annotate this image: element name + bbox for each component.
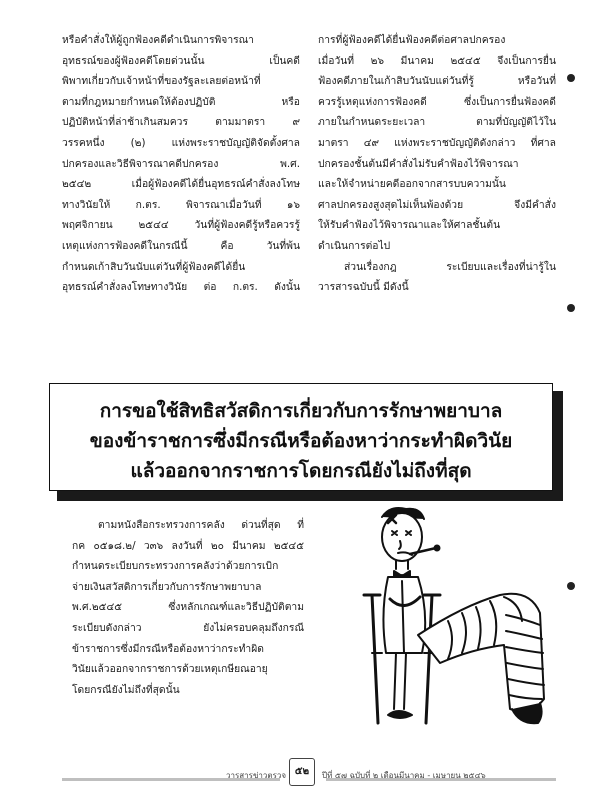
text-line: ระเบียบดังกล่าว ยังไม่ครอบคลุมถึงกรณี	[72, 621, 304, 634]
binder-hole	[567, 74, 575, 82]
text-line: พฤศจิกายน ๒๕๔๔ วันที่ผู้ฟ้องคดีรู้หรือควรรู้	[62, 219, 300, 232]
page-number: ๕๒	[289, 758, 315, 786]
text-line: ภายในกำหนดระยะเวลา ตามที่บัญญัติไว้ใน	[318, 116, 556, 129]
text-line: ควรรู้เหตุแห่งการฟ้องคดี ซึ่งเป็นการยื่นฟ้องคดี	[318, 95, 556, 108]
text-line: เหตุแห่งการฟ้องคดีในกรณีนี้ คือ วันที่พ้น	[62, 239, 300, 252]
text-line: ดำเนินการต่อไป	[318, 239, 391, 252]
text-line: ทางวินัยให้ ก.ตร. พิจารณาเมื่อวันที่ ๑๖	[62, 198, 300, 211]
headline-line: ของข้าราชการซึ่งมีกรณีหรือต้องหาว่ากระทำผิดวินัย	[89, 430, 513, 452]
right-column	[318, 30, 556, 298]
binder-hole	[567, 304, 575, 312]
issue-info: ปีที่ ๕๗ ฉบับที่ ๒ เดือนมีนาคม - เมษายน ๒๕๔๖	[322, 771, 486, 780]
text-line: จ่ายเงินสวัสดิการเกี่ยวกับการรักษาพยาบาล	[72, 580, 262, 593]
text-line: อุทธรณ์ของผู้ฟ้องคดีโดยด่วนนั้น เป็นคดี	[62, 54, 300, 67]
text-line: ให้รับคำฟ้องไว้พิจารณาและให้ศาลชั้นต้น	[318, 219, 501, 232]
text-line: พิพาทเกี่ยวกับเจ้าหน้าที่ของรัฐละเลยต่อหน้าที่	[62, 75, 261, 88]
text-line: พ.ศ.๒๕๔๕ ซึ่งหลักเกณฑ์และวิธีปฏิบัติตาม	[72, 601, 304, 614]
text-line: ปกครองและวิธีพิจารณาคดีปกครอง พ.ศ.	[62, 157, 300, 170]
text-line: ปฏิบัติหน้าที่ล่าช้าเกินสมควร ตามมาตรา ๙	[62, 116, 300, 129]
left-column	[62, 30, 300, 298]
text-line: ฟ้องคดีภายในเก้าสิบวันนับแต่วันที่รู้ หรือวันที่	[318, 75, 556, 88]
text-line: หรือคำสั่งให้ผู้ถูกฟ้องคดีดำเนินการพิจารณา	[62, 34, 254, 46]
text-line: ๒๕๔๒ เมื่อผู้ฟ้องคดีได้ยื่นอุทธรณ์คำสั่งลงโทษ	[62, 178, 300, 191]
headline-line: การขอใช้สิทธิสวัสดิการเกี่ยวกับการรักษาพยาบาล	[99, 400, 503, 422]
article-body	[72, 515, 304, 700]
text-line: วินัยแล้วออกจากราชการด้วยเหตุเกษียณอายุ	[72, 663, 268, 676]
text-line: มาตรา ๔๙ แห่งพระราชบัญญัติดังกล่าว ที่ศาล	[318, 136, 556, 149]
cartoon-injured-man-illustration	[344, 503, 564, 731]
text-line: วารสารฉบับนี้ มีดังนี้	[318, 281, 409, 294]
text-line: ตามหนังสือกระทรวงการคลัง ด่วนที่สุด ที่	[98, 519, 304, 531]
text-line: การที่ผู้ฟ้องคดีได้ยื่นฟ้องคดีต่อศาลปกครอง	[318, 34, 506, 46]
headline-line: แล้วออกจากราชการโดยกรณียังไม่ถึงที่สุด	[130, 460, 472, 482]
text-line: กำหนดเก้าสิบวันนับแต่วันที่ผู้ฟ้องคดีได้ยื่น	[62, 260, 246, 273]
headline-frame	[49, 383, 553, 491]
text-line: ศาลปกครองสูงสุดไม่เห็นพ้องด้วย จึงมีคำสั่ง	[318, 198, 556, 211]
text-line: และให้จำหน่ายคดีออกจากสารบบความนั้น	[318, 178, 506, 191]
text-line: ปกครองชั้นต้นมีคำสั่งไม่รับคำฟ้องไว้พิจารณา	[318, 157, 519, 170]
text-line: โดยกรณียังไม่ถึงที่สุดนั้น	[72, 683, 180, 696]
text-line: เมื่อวันที่ ๒๖ มีนาคม ๒๕๔๕ จึงเป็นการยื่น	[318, 54, 556, 67]
text-line: กค ๐๕๑๘.๒/ ว๓๖ ลงวันที่ ๒๐ มีนาคม ๒๕๔๕	[72, 539, 304, 552]
text-line: ส่วนเรื่องกฎ ระเบียบและเรื่องที่น่ารู้ใน	[344, 260, 556, 273]
text-line: กำหนดระเบียบกระทรวงการคลังว่าด้วยการเบิก	[72, 560, 279, 573]
text-line: วรรคหนึ่ง (๒) แห่งพระราชบัญญัติจัดตั้งศาล	[62, 136, 300, 149]
binder-hole	[567, 582, 575, 590]
text-line: อุทธรณ์คำสั่งลงโทษทางวินัย ต่อ ก.ตร. ดังนั้น	[62, 281, 300, 294]
text-line: ข้าราชการซึ่งมีกรณีหรือต้องหาว่ากระทำผิด	[72, 642, 264, 655]
headline-box	[49, 383, 563, 501]
publication-name: วารสารข่าวตรวจ	[226, 771, 287, 780]
text-line: ตามที่กฎหมายกำหนดให้ต้องปฏิบัติ หรือ	[62, 95, 300, 108]
